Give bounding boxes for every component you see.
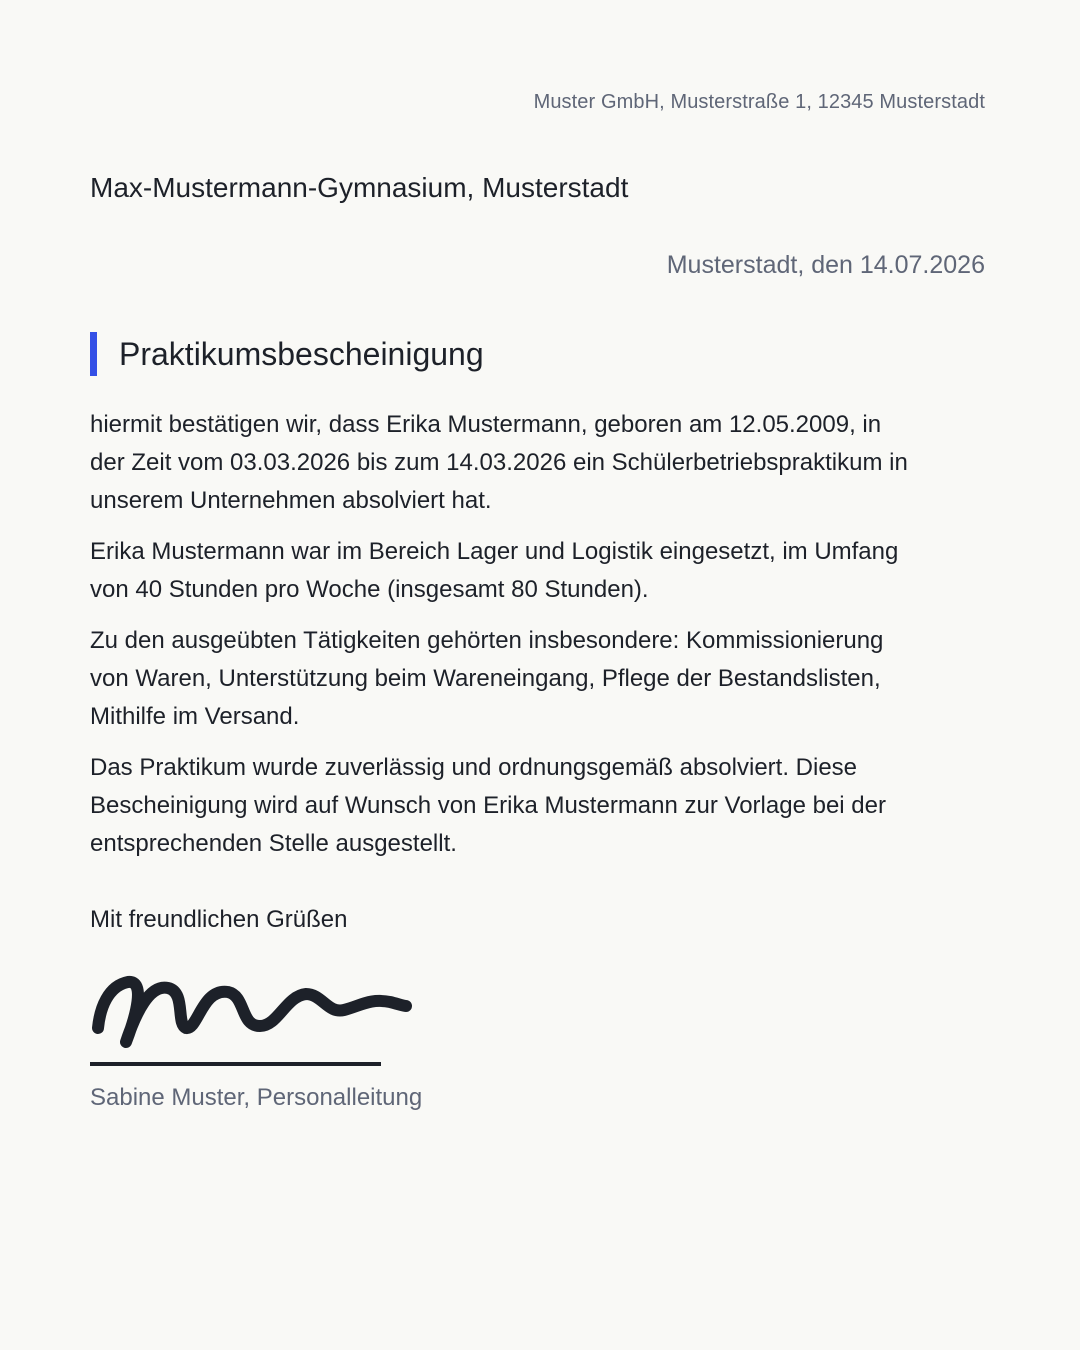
subject-accent-bar (90, 332, 97, 376)
body-paragraph: Erika Mustermann war im Bereich Lager und Logistik eingesetzt, im Umfang von 40 Stunden pro Woche (insgesamt 80 Stunden). (90, 538, 899, 603)
date-line: Musterstadt, den 14.07.2026 (666, 251, 985, 279)
body-paragraph: Das Praktikum wurde zuverlässig und ordnungsgemäß absolviert. Diese Bescheinigung wird auf Wunsch von Erika Mustermann zur Vorlage bei der entsprechenden Stelle ausgestellt. (90, 754, 886, 857)
subject-title: Praktikumsbescheinigung (119, 335, 484, 372)
recipient-address: Max-Mustermann-Gymnasium, Musterstadt (90, 172, 629, 203)
sender-address: Muster GmbH, Musterstraße 1, 12345 Musterstadt (533, 91, 985, 113)
letter-page (90, 0, 985, 1350)
body-paragraph: hiermit bestätigen wir, dass Erika Mustermann, geboren am 12.05.2009, in der Zeit vom 03.03.2026 bis zum 14.03.2026 ein Schülerbetriebspraktikum in unserem Unternehmen absolviert hat. (90, 411, 908, 514)
signature-icon (90, 968, 420, 1054)
signature-line (90, 1062, 381, 1066)
subject-heading (90, 332, 484, 376)
signer-name: Sabine Muster, Personalleitung (90, 1084, 423, 1111)
body-paragraph: Zu den ausgeübten Tätigkeiten gehörten insbesondere: Kommissionierung von Waren, Unterstützung beim Wareneingang, Pflege der Bestandslisten, Mithilfe im Versand. (90, 627, 884, 730)
closing-salutation: Mit freundlichen Grüßen (90, 906, 348, 933)
letter-body (90, 406, 920, 876)
